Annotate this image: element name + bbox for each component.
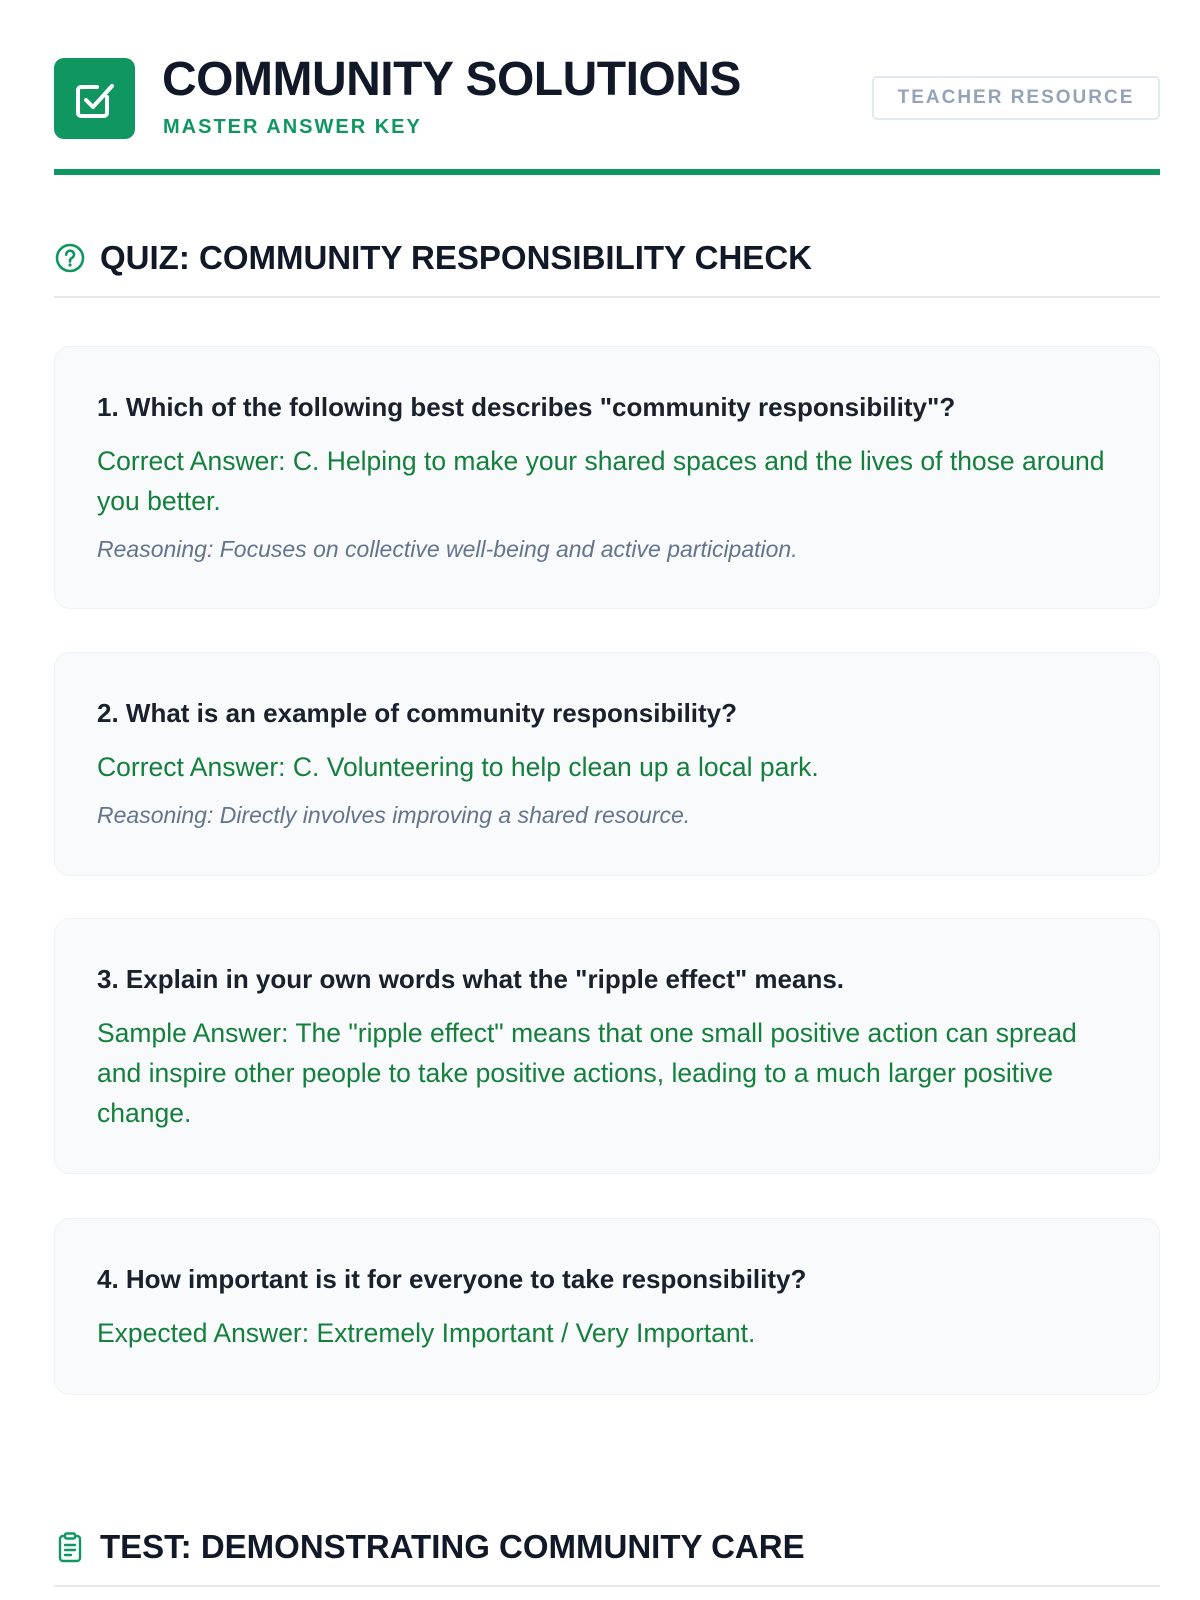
test-section-title: TEST: DEMONSTRATING COMMUNITY CARE [100,1528,805,1565]
answer-text: Correct Answer: C. Helping to make your shared spaces and the lives of those around you better. [97,446,1105,516]
question-circle-icon [54,242,86,274]
question-text: 4. How important is it for everyone to take responsibility? [97,1264,807,1294]
clipboard-icon [54,1531,86,1563]
quiz-item-2 [54,652,1160,876]
page-subtitle: MASTER ANSWER KEY [163,116,422,138]
question-text: 1. Which of the following best describes "community responsibility"? [97,392,956,422]
quiz-item-1 [54,346,1160,609]
answer-text: Expected Answer: Extremely Important / Very Important. [97,1318,756,1348]
answer-text: Sample Answer: The "ripple effect" means that one small positive action can spread and inspire other people to take positive actions, leading to a much larger positive change. [97,1018,1077,1128]
question-text: 2. What is an example of community responsibility? [97,698,738,728]
question-text: 3. Explain in your own words what the "ripple effect" means. [97,964,845,994]
quiz-item-4 [54,1218,1160,1395]
checkbox-icon [71,75,119,123]
page-header [54,0,1160,175]
reasoning-text: Reasoning: Directly involves improving a shared resource. [97,802,691,828]
quiz-section-title: QUIZ: COMMUNITY RESPONSIBILITY CHECK [100,239,812,276]
answer-key-page [54,0,1160,1565]
quiz-item-3 [54,918,1160,1174]
page-title: COMMUNITY SOLUTIONS [162,53,741,106]
teacher-resource-badge: TEACHER RESOURCE [872,76,1160,120]
answer-text: Correct Answer: C. Volunteering to help clean up a local park. [97,752,819,782]
test-section-heading [54,1525,1160,1587]
logo [54,58,135,139]
quiz-section-heading [54,236,1160,298]
reasoning-text: Reasoning: Focuses on collective well-being and active participation. [97,536,798,562]
